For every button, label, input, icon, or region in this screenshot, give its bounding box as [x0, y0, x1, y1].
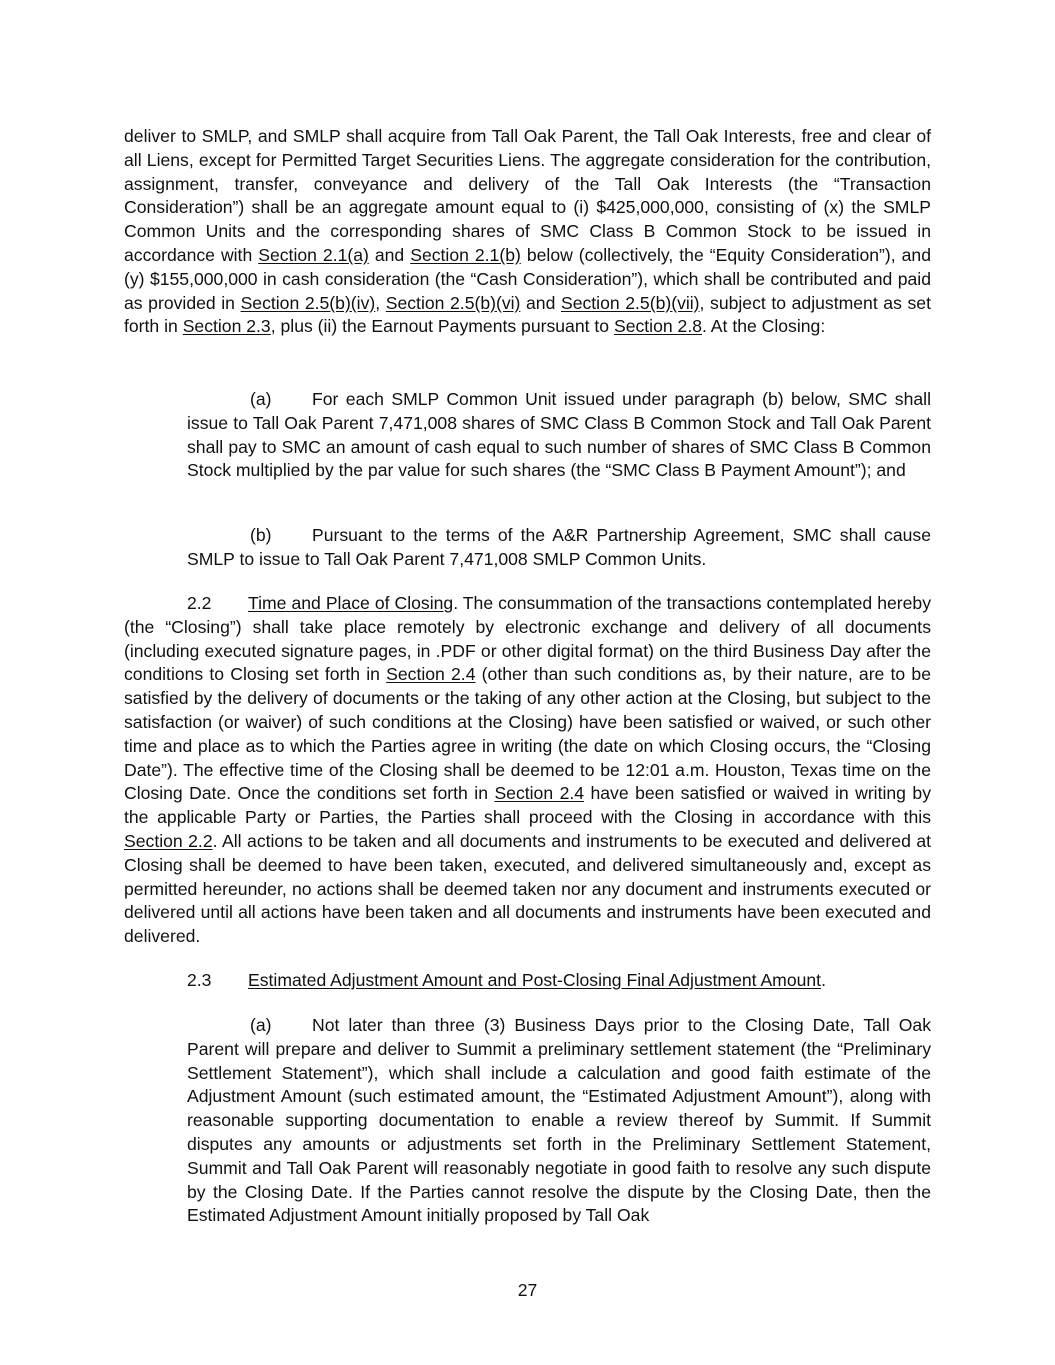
intro-text-3: below (collectively, the “Equity Consideration”), and (y) $155,000,000 in cash consideration (the “Cash Consideration”), which shall be contributed and paid as provided in — [124, 244, 931, 313]
section-text-1: . The consummation of the transactions contemplated hereby (the “Closing”) shall take place remotely by electronic exchange and delivery of all documents (including executed signature pages, in .PDF or other digital format) on the third Business Day after the conditions to Closing set forth in — [124, 593, 931, 685]
section-2-3-heading — [124, 969, 931, 993]
page-number: 27 — [517, 1280, 538, 1300]
section-ref-2-5-b-iv: Section 2.5(b)(iv) — [240, 292, 376, 313]
section-ref-2-1-b: Section 2.1(b) — [410, 244, 521, 265]
intro-text-6: , subject to adjustment as set forth in — [124, 292, 931, 337]
clause-text: Pursuant to the terms of the A&R Partnership Agreement, SMC shall cause SMLP to issue to Tall Oak Parent 7,471,008 SMLP Common Units. — [187, 525, 931, 569]
clause-label: (a) — [250, 1015, 272, 1035]
section-heading: Estimated Adjustment Amount and Post-Closing Final Adjustment Amount — [248, 970, 822, 990]
section-heading: Time and Place of Closing — [248, 593, 454, 613]
intro-text-8: . At the Closing: — [702, 316, 826, 337]
section-heading-tail: . — [821, 970, 826, 990]
section-number: 2.2 — [187, 593, 212, 613]
intro-text-5: and — [520, 292, 561, 313]
section-2-2 — [124, 592, 931, 949]
section-ref-2-1-a: Section 2.1(a) — [258, 244, 369, 265]
section-ref-2-4: Section 2.4 — [386, 664, 476, 685]
intro-text-2: and — [368, 244, 411, 265]
intro-text-7: , plus (ii) the Earnout Payments pursuant to — [270, 316, 614, 337]
section-number: 2.3 — [187, 970, 212, 990]
clause-2-1-b — [187, 524, 931, 572]
section-ref-2-2: Section 2.2 — [124, 830, 213, 851]
section-ref-2-5-b-vi: Section 2.5(b)(vi) — [385, 292, 521, 313]
clause-label: (a) — [250, 389, 272, 409]
clause-2-3-a — [187, 1014, 931, 1228]
section-ref-2-8: Section 2.8 — [613, 316, 702, 337]
section-ref-2-4: Section 2.4 — [494, 783, 585, 804]
section-text-4: . All actions to be taken and all documents and instruments to be executed and delivered at Closing shall be deemed to have been taken, executed, and delivered simultaneously and, except as permitted hereunder, no actions shall be deemed taken nor any document and instruments executed or delivered until all actions have been taken and all documents and instruments have been executed and delivered. — [124, 830, 932, 947]
section-ref-2-5-b-vii: Section 2.5(b)(vii) — [560, 292, 700, 313]
section-text-3: have been satisfied or waived in writing by the applicable Party or Parties, the Parties shall proceed with the Closing in accordance with this — [124, 783, 931, 828]
section-ref-2-3: Section 2.3 — [182, 316, 271, 337]
clause-text: For each SMLP Common Unit issued under paragraph (b) below, SMC shall issue to Tall Oak Parent 7,471,008 shares of SMC Class B Common Stock and Tall Oak Parent shall pay to SMC an amount of cash equal to such number of shares of SMC Class B Common Stock multiplied by the par value for such shares (the “SMC Class B Payment Amount”); and — [187, 389, 931, 481]
intro-paragraph — [124, 125, 931, 339]
clause-text: Not later than three (3) Business Days prior to the Closing Date, Tall Oak Parent will prepare and deliver to Summit a preliminary settlement statement (the “Preliminary Settlement Statement”), which shall include a calculation and good faith estimate of the Adjustment Amount (such estimated amount, the “Estimated Adjustment Amount”), along with reasonable supporting documentation to enable a review thereof by Summit. If Summit disputes any amounts or adjustments set forth in the Preliminary Settlement Statement, Summit and Tall Oak Parent will reasonably negotiate in good faith to resolve any such dispute by the Closing Date. If the Parties cannot resolve the dispute by the Closing Date, then the Estimated Adjustment Amount initially proposed by Tall Oak — [187, 1015, 931, 1226]
intro-text-4: , — [375, 292, 386, 313]
intro-text-1: deliver to SMLP, and SMLP shall acquire from Tall Oak Parent, the Tall Oak Interests, free and clear of all Liens, except for Permitted Target Securities Liens. The aggregate consideration for the contribution, assignment, transfer, conveyance and delivery of the Tall Oak Interests (the “Transaction Consideration”) shall be an aggregate amount equal to (i) $425,000,000, consisting of (x) the SMLP Common Units and the corresponding shares of SMC Class B Common Stock to be issued in accordance with — [124, 126, 931, 265]
clause-label: (b) — [250, 525, 272, 545]
section-text-2: (other than such conditions as, by their nature, are to be satisfied by the delivery of documents or the taking of any other action at the Closing, but subject to the satisfaction (or waiver) of such conditions at the Closing) have been satisfied or waived, or such other time and place as to which the Parties agree in writing (the date on which Closing occurs, the “Closing Date”). The effective time of the Closing shall be deemed to be 12:01 a.m. Houston, Texas time on the Closing Date. Once the conditions set forth in — [124, 664, 931, 804]
clause-2-1-a — [187, 388, 931, 483]
